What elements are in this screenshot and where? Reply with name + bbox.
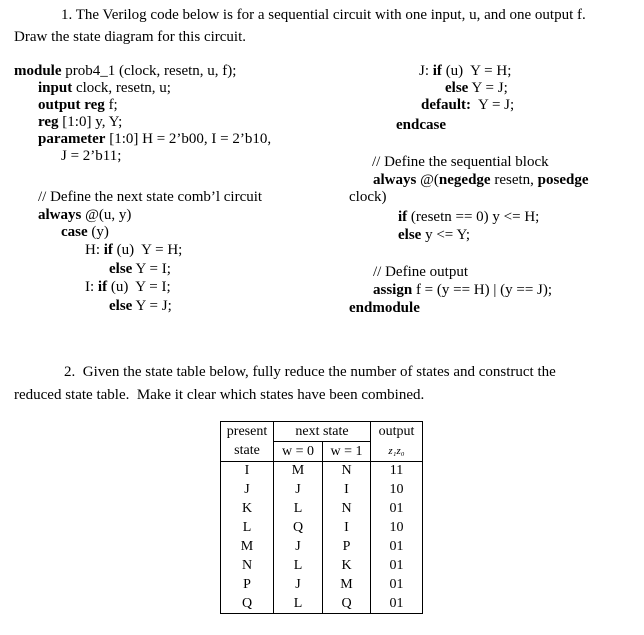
- next-state-w1: I: [344, 482, 349, 497]
- present-state: J: [221, 481, 274, 500]
- present-state: M: [221, 538, 274, 557]
- table-row: [221, 576, 423, 595]
- next-state-w1: N: [323, 462, 371, 481]
- next-state-w1: P: [342, 539, 351, 554]
- next-state-w0: J: [274, 481, 323, 500]
- output-value: 11: [371, 462, 423, 481]
- header-w0: w = 0: [274, 442, 323, 462]
- code-line: assign f = (y == H) | (y == J);: [373, 282, 553, 298]
- header-state: state: [221, 442, 274, 462]
- code-line: module prob4_1 (clock, resetn, u, f);: [14, 63, 237, 79]
- header-w1: w = 1: [323, 442, 371, 462]
- question-1-line-1: 1. The Verilog code below is for a sequential circuit with one input, u, and one output f.: [61, 7, 586, 23]
- code-line: output reg f;: [38, 97, 118, 113]
- code-line: endmodule: [349, 300, 420, 316]
- present-state: I: [221, 462, 274, 481]
- next-state-w0: M: [274, 462, 323, 481]
- next-state-w1: M: [340, 577, 353, 592]
- header-next-state: next state: [274, 422, 371, 442]
- next-state-w1: I: [344, 520, 349, 535]
- code-line: case (y): [61, 224, 109, 240]
- output-value: 01: [371, 595, 423, 614]
- code-line: J = 2’b11;: [61, 148, 122, 164]
- table-row: [221, 500, 423, 519]
- next-state-w0: J: [274, 538, 323, 557]
- output-value: 01: [371, 557, 423, 576]
- present-state: P: [221, 576, 274, 595]
- next-state-w1: K: [341, 558, 352, 573]
- code-line: always @(u, y): [38, 207, 132, 223]
- code-line: else Y = I;: [109, 261, 171, 277]
- table-row: [221, 595, 423, 614]
- output-value: 01: [371, 500, 423, 519]
- output-value: 10: [371, 519, 423, 538]
- code-line: else Y = J;: [109, 298, 172, 314]
- code-line: else y <= Y;: [398, 227, 471, 243]
- output-value: 10: [371, 481, 423, 500]
- question-1-line-2: Draw the state diagram for this circuit.: [14, 29, 247, 45]
- next-state-w1: N: [341, 501, 352, 516]
- present-state: N: [221, 557, 274, 576]
- header-z1z0: z₁z₀: [371, 442, 423, 462]
- table-row: [221, 481, 423, 500]
- header-present: present: [221, 422, 274, 442]
- code-line: else Y = J;: [445, 80, 508, 96]
- code-line: default: Y = J;: [421, 97, 515, 113]
- next-state-w0: L: [274, 500, 323, 519]
- present-state: L: [221, 519, 274, 538]
- output-value: 01: [371, 538, 423, 557]
- code-line: if (resetn == 0) y <= H;: [398, 209, 540, 225]
- code-comment: // Define output: [373, 264, 468, 280]
- code-line: reg [1:0] y, Y;: [38, 114, 123, 130]
- code-line: input clock, resetn, u;: [38, 80, 171, 96]
- code-line: always @(negedge resetn, posedge: [373, 172, 589, 188]
- table-row: [221, 519, 423, 538]
- present-state: K: [221, 500, 274, 519]
- output-value: 01: [371, 576, 423, 595]
- code-line: I: if (u) Y = I;: [85, 279, 171, 295]
- code-comment: // Define the next state comb’l circuit: [38, 189, 263, 205]
- question-2-line-1: 2. Given the state table below, fully reduce the number of states and construct the: [64, 364, 556, 380]
- table-row: [221, 538, 423, 557]
- next-state-w0: L: [274, 557, 323, 576]
- table-row: [221, 462, 423, 481]
- code-line: parameter [1:0] H = 2’b00, I = 2’b10,: [38, 131, 272, 147]
- question-2-line-2: reduced state table. Make it clear which states have been combined.: [14, 387, 425, 403]
- present-state: Q: [221, 595, 274, 614]
- next-state-w0: L: [274, 595, 323, 614]
- code-comment: // Define the sequential block: [372, 154, 549, 170]
- code-line: J: if (u) Y = H;: [419, 63, 512, 79]
- next-state-w0: Q: [274, 519, 323, 538]
- next-state-w1: Q: [323, 595, 371, 614]
- state-table: [220, 421, 423, 614]
- code-line: endcase: [396, 117, 446, 133]
- header-output: output: [371, 422, 423, 442]
- code-line: clock): [349, 189, 387, 205]
- table-row: [221, 557, 423, 576]
- next-state-w0: J: [274, 576, 323, 595]
- code-line: H: if (u) Y = H;: [85, 242, 183, 258]
